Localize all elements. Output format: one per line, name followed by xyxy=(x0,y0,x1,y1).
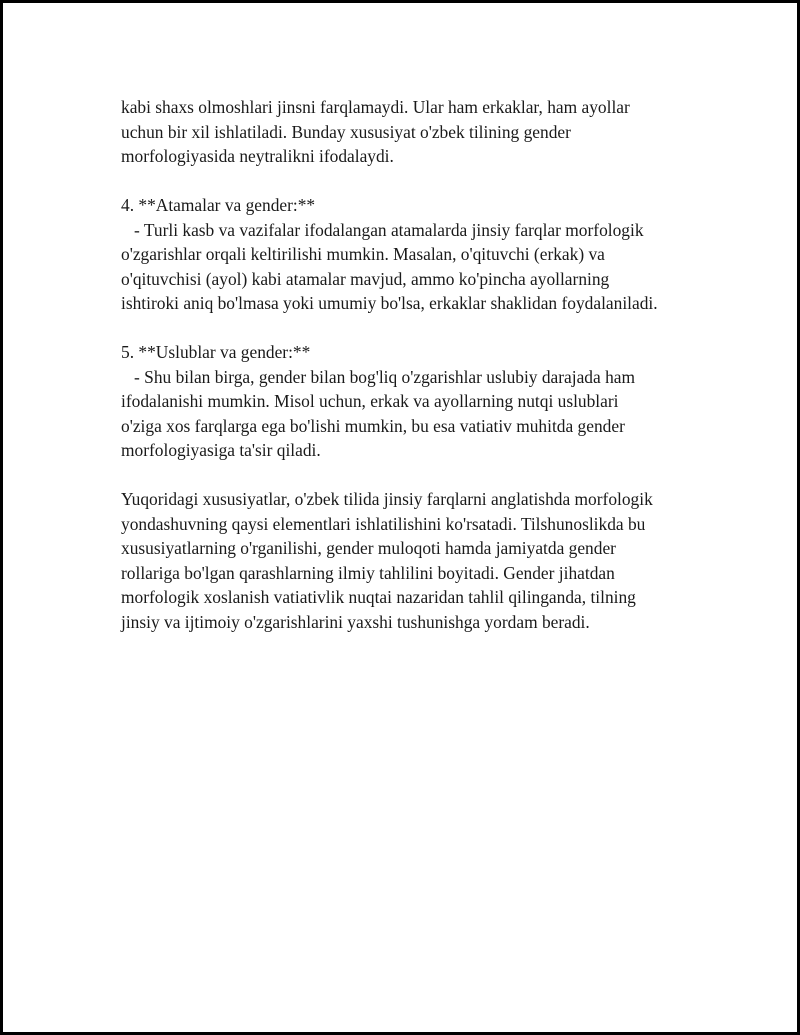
section-atamalar xyxy=(121,193,721,316)
text-line: o'zgarishlar orqali keltirilishi mumkin. Masalan, o'qituvchi (erkak) va xyxy=(121,244,605,264)
section-uslublar xyxy=(121,340,721,463)
text-line: rollariga bo'lgan qarashlarning ilmiy tahlilini boyitadi. Gender jihatdan xyxy=(121,562,615,583)
text-line: o'qituvchisi (ayol) kabi atamalar mavjud, ammo ko'pincha ayollarning xyxy=(121,268,610,289)
section-heading: 4. **Atamalar va gender:** xyxy=(121,195,316,215)
paragraph-gap xyxy=(121,463,721,488)
text-line: kabi shaxs olmoshlari jinsni farqlamaydi. Ular ham erkaklar, ham ayollar xyxy=(121,97,630,117)
paragraph-gap xyxy=(121,316,721,341)
text-line: uchun bir xil ishlatiladi. Bunday xususiyat o'zbek tilining gender xyxy=(121,121,571,142)
document-body xyxy=(121,95,721,634)
text-line: morfologiyasiga ta'sir qiladi. xyxy=(121,440,321,460)
paragraph-gap xyxy=(121,169,721,194)
text-line: morfologiyasida neytralikni ifodalaydi. xyxy=(121,146,394,166)
text-line: - Turli kasb va vazifalar ifodalangan atamalarda jinsiy farqlar morfologik xyxy=(121,219,644,240)
text-line: jinsiy va ijtimoiy o'zgarishlarini yaxshi tushunishga yordam beradi. xyxy=(121,611,590,632)
text-line: - Shu bilan birga, gender bilan bog'liq o'zgarishlar uslubiy darajada ham xyxy=(121,366,636,387)
text-line: morfologik xoslanish vatiativlik nuqtai nazaridan tahlil qilinganda, tilning xyxy=(121,587,636,607)
text-line: ifodalanishi mumkin. Misol uchun, erkak va ayollarning nutqi uslublari xyxy=(121,391,619,411)
text-line: yondashuvning qaysi elementlari ishlatilishini ko'rsatadi. Tilshunoslikda bu xyxy=(121,513,646,534)
text-line: ishtiroki aniq bo'lmasa yoki umumiy bo'lsa, erkaklar shaklidan foydalaniladi. xyxy=(121,293,658,313)
paragraph-intro xyxy=(121,95,721,169)
text-line: Yuqoridagi xususiyatlar, o'zbek tilida jinsiy farqlarni anglatishda morfologik xyxy=(121,489,653,509)
text-line: xususiyatlarning o'rganilishi, gender muloqoti hamda jamiyatda gender xyxy=(121,538,616,558)
text-line: o'ziga xos farqlarga ega bo'lishi mumkin, bu esa vatiativ muhitda gender xyxy=(121,415,625,436)
section-heading: 5. **Uslublar va gender:** xyxy=(121,342,311,362)
paragraph-conclusion xyxy=(121,487,721,634)
